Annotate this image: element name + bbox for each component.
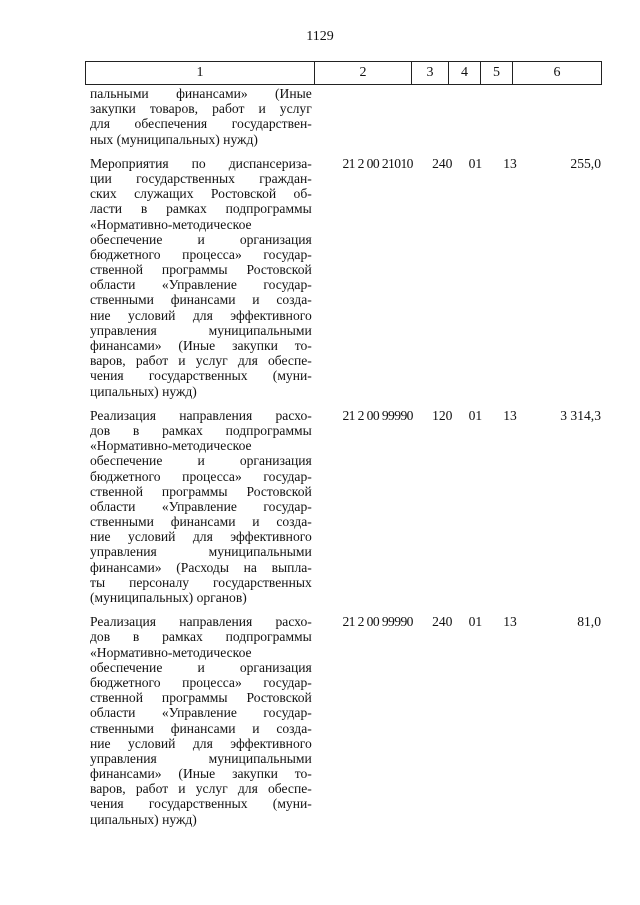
row-description xyxy=(85,614,318,827)
row-subsection: 13 xyxy=(503,407,517,423)
description-line: обеспечение и организация xyxy=(90,231,312,247)
description-line: ственной программы Ростовской xyxy=(90,483,312,499)
description-line: управления муниципальными xyxy=(90,750,312,766)
row-description xyxy=(85,156,318,399)
description-line: «Нормативно-методическое xyxy=(90,438,252,454)
description-line: бюджетного процесса» государ- xyxy=(90,674,312,690)
description-line: области «Управление государ- xyxy=(90,498,312,514)
description-line: ственной программы Ростовской xyxy=(90,690,312,706)
description-line: области «Управление государ- xyxy=(90,277,312,293)
row-subsection: 13 xyxy=(503,614,517,630)
row-gap xyxy=(85,147,601,156)
row-expense-type: 120 xyxy=(432,407,453,423)
description-line: управления муниципальными xyxy=(90,544,312,560)
table-row xyxy=(85,408,601,605)
description-line: ственными финансами и созда- xyxy=(90,514,312,530)
row-description xyxy=(85,408,318,605)
description-line: «Нормативно-методическое xyxy=(90,644,252,660)
description-line: ственными финансами и созда- xyxy=(90,720,312,736)
row-amount: 3 314,3 xyxy=(560,407,601,423)
description-line: «Нормативно-методическое xyxy=(90,216,252,232)
description-line: финансами» (Расходы на выпла- xyxy=(90,559,312,575)
header-col-3: 3 xyxy=(412,62,449,85)
table-row xyxy=(85,86,601,147)
row-amount: 255,0 xyxy=(570,155,601,171)
description-line: ных (муниципальных) нужд) xyxy=(90,131,258,147)
description-line: обеспечение и организация xyxy=(90,659,312,675)
description-line: для обеспечения государствен- xyxy=(90,116,312,132)
row-section: 01 xyxy=(468,407,483,423)
description-line: чения государственных (муни- xyxy=(90,368,312,384)
description-line: ципальных) нужд) xyxy=(90,383,197,399)
row-section: 01 xyxy=(468,614,483,630)
description-line: дов в рамках подпрограммы xyxy=(90,629,312,645)
description-line: бюджетного процесса» государ- xyxy=(90,246,312,262)
row-description xyxy=(85,86,318,147)
description-line: Реализация направления расхо- xyxy=(90,614,312,630)
description-line: ских служащих Ростовской об- xyxy=(90,186,312,202)
description-line: пальными финансами» (Иные xyxy=(90,86,312,101)
row-subsection: 13 xyxy=(503,155,517,171)
table-row xyxy=(85,156,601,399)
description-line: ственными финансами и созда- xyxy=(90,292,312,308)
row-gap xyxy=(85,605,601,614)
description-line: ласти в рамках подпрограммы xyxy=(90,201,312,217)
description-line: управления муниципальными xyxy=(90,322,312,338)
row-target-code: 21 2 00 99990 xyxy=(342,614,413,630)
header-col-5: 5 xyxy=(481,62,513,85)
header-col-2: 2 xyxy=(315,62,412,85)
description-line: ние условий для эффективного xyxy=(90,529,312,545)
description-line: варов, работ и услуг для обеспе- xyxy=(90,781,312,797)
description-line: ние условий для эффективного xyxy=(90,735,312,751)
description-line: (муниципальных) органов) xyxy=(90,590,247,606)
description-line: Мероприятия по диспансериза- xyxy=(90,155,312,171)
description-line: чения государственных (муни- xyxy=(90,796,312,812)
description-line: варов, работ и услуг для обеспе- xyxy=(90,353,312,369)
row-expense-type: 240 xyxy=(432,614,453,630)
description-line: ты персоналу государственных xyxy=(90,574,312,590)
description-line: ние условий для эффективного xyxy=(90,307,312,323)
table-header xyxy=(85,61,602,85)
description-line: ципальных) нужд) xyxy=(90,811,197,827)
description-line: дов в рамках подпрограммы xyxy=(90,422,312,438)
description-line: закупки товаров, работ и услуг xyxy=(90,101,312,117)
header-col-6: 6 xyxy=(513,62,602,85)
row-expense-type: 240 xyxy=(432,155,453,171)
page-number: 1129 xyxy=(306,29,334,44)
table-body xyxy=(85,86,601,827)
description-line: бюджетного процесса» государ- xyxy=(90,468,312,484)
row-target-code: 21 2 00 99990 xyxy=(342,407,413,423)
table-row xyxy=(85,614,601,827)
description-line: области «Управление государ- xyxy=(90,705,312,721)
description-line: финансами» (Иные закупки то- xyxy=(90,338,312,354)
header-col-4: 4 xyxy=(449,62,481,85)
description-line: Реализация направления расхо- xyxy=(90,407,312,423)
row-section: 01 xyxy=(468,155,483,171)
description-line: ственной программы Ростовской xyxy=(90,262,312,278)
row-target-code: 21 2 00 21010 xyxy=(342,155,413,171)
description-line: финансами» (Иные закупки то- xyxy=(90,766,312,782)
row-gap xyxy=(85,399,601,408)
description-line: обеспечение и организация xyxy=(90,453,312,469)
description-line: ции государственных граждан- xyxy=(90,170,312,186)
row-amount: 81,0 xyxy=(577,614,601,630)
header-col-1: 1 xyxy=(86,62,315,85)
